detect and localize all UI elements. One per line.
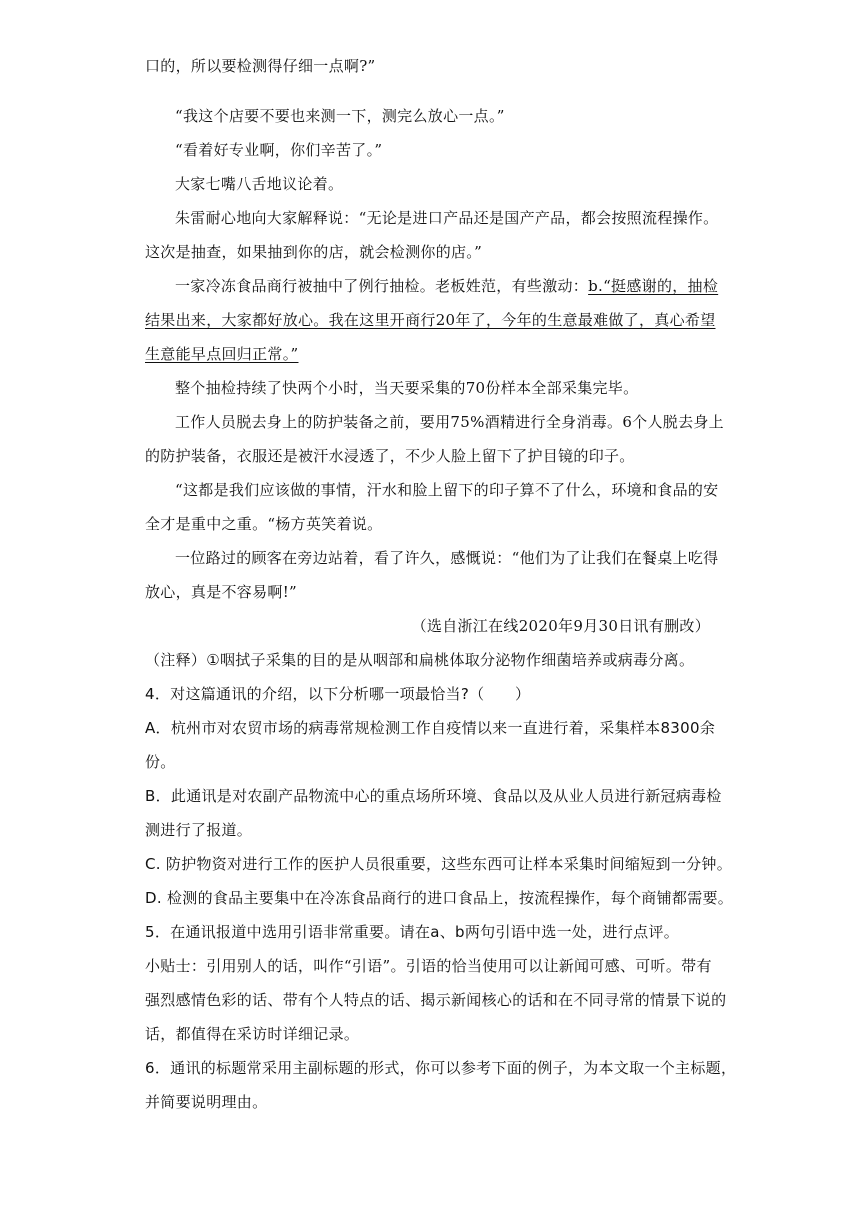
option-d: D. 检测的食品主要集中在冷冻食品商行的进口食品上，按流程操作，每个商铺都需要。 bbox=[145, 889, 734, 907]
text-line: 放心，真是不容易啊!” bbox=[145, 583, 297, 601]
text-line: 工作人员脱去身上的防护装备之前，要用75%酒精进行全身消毒。6个人脱去身上 bbox=[175, 413, 724, 431]
text-line: 口的，所以要检测得仔细一点啊?” bbox=[145, 57, 376, 75]
text-line bbox=[175, 276, 717, 296]
quote-b-end bbox=[145, 344, 717, 364]
text-line: 的防护装备，衣服还是被汗水浸透了，不少人脸上留下了护目镜的印子。 bbox=[145, 447, 635, 465]
option-c: C. 防护物资对进行工作的医护人员很重要，这些东西可让样本采集时间缩短到一分钟。 bbox=[145, 855, 733, 873]
text-span: 一家冷冻食品商行被抽中了例行抽检。老板姓范，有些激动： bbox=[175, 277, 589, 295]
text-line: “看着好专业啊，你们辛苦了。” bbox=[175, 141, 383, 159]
question-4: 4．对这篇通讯的介绍，以下分析哪一项最恰当?（ ） bbox=[145, 685, 531, 703]
quote-b-end-text: 生意能早点回归正常。” bbox=[145, 345, 299, 363]
tip-line: 强烈感情色彩的话、带有个人特点的话、揭示新闻核心的话和在不同寻常的情景下说的 bbox=[145, 991, 727, 1009]
question-5: 5．在通讯报道中选用引语非常重要。请在a、b两句引语中选一处，进行点评。 bbox=[145, 923, 680, 941]
annotation-note: （注释）①咽拭子采集的目的是从咽部和扁桃体取分泌物作细菌培养或病毒分离。 bbox=[145, 651, 695, 669]
source-citation: （选自浙江在线2020年9月30日讯有删改） bbox=[411, 617, 710, 635]
text-line: “这都是我们应该做的事情，汗水和脸上留下的印子算不了什么，环境和食品的安 bbox=[175, 481, 719, 499]
option-b: B．此通讯是对农副产品物流中心的重点场所环境、食品以及从业人员进行新冠病毒检 bbox=[145, 787, 722, 805]
text-line: 全才是重中之重。“杨方英笑着说。 bbox=[145, 515, 383, 533]
text-line: 整个抽检持续了快两个小时，当天要采集的70份样本全部采集完毕。 bbox=[175, 379, 639, 397]
text-line: 这次是抽查，如果抽到你的店，就会检测你的店。” bbox=[145, 243, 483, 261]
text-line: 大家七嘴八舌地议论着。 bbox=[175, 175, 344, 193]
option-a: A．杭州市对农贸市场的病毒常规检测工作自疫情以来一直进行着，采集样本8300余 bbox=[145, 719, 716, 737]
quote-b-start: b.“挺感谢的，抽检 bbox=[588, 277, 719, 295]
text-line: 一位路过的顾客在旁边站着，看了许久，感慨说：“他们为了让我们在餐桌上吃得 bbox=[175, 549, 719, 567]
quote-b-line: 结果出来，大家都好放心。我在这里开商行20年了，今年的生意最难做了，真心希望 bbox=[145, 311, 716, 329]
option-a-cont: 份。 bbox=[145, 753, 176, 771]
option-b-cont: 测进行了报道。 bbox=[145, 821, 253, 839]
question-6: 6．通讯的标题常采用主副标题的形式，你可以参考下面的例子，为本文取一个主标题， bbox=[145, 1059, 737, 1077]
tip-line: 话，都值得在采访时详细记录。 bbox=[145, 1025, 360, 1043]
question-6-cont: 并简要说明理由。 bbox=[145, 1093, 268, 1111]
tip-line: 小贴士：引用别人的话，叫作“引语”。引语的恰当使用可以让新闻可感、可听。带有 bbox=[145, 957, 712, 975]
text-line: “我这个店要不要也来测一下，测完么放心一点。” bbox=[175, 107, 505, 125]
text-line: 朱雷耐心地向大家解释说：“无论是进口产品还是国产产品，都会按照流程操作。 bbox=[175, 209, 719, 227]
